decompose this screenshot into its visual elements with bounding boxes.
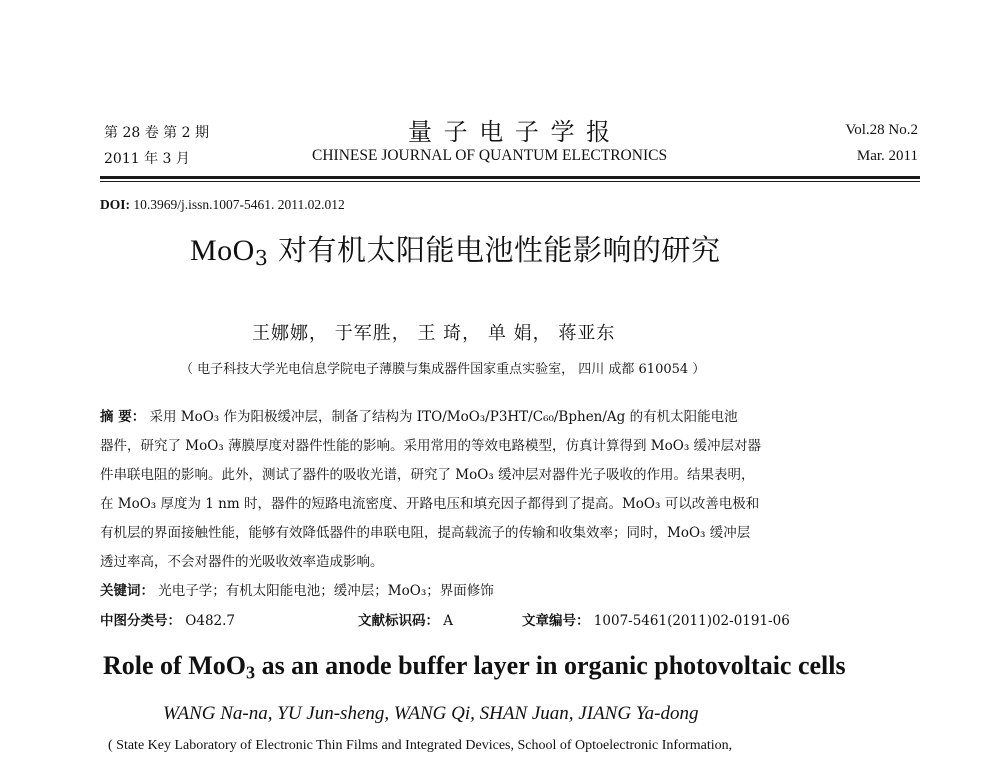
- affiliation-zh: （ 电子科技大学光电信息学院电子薄膜与集成器件国家重点实验室， 四川 成都 610054 ）: [180, 362, 706, 377]
- abstract-line-6: 透过率高，不会对器件的光吸收效率造成影响。: [100, 554, 384, 570]
- journal-title-en: CHINESE JOURNAL OF QUANTUM ELECTRONICS: [312, 147, 668, 164]
- article-no-label: 文章编号：: [522, 613, 590, 629]
- doi-value: 10.3969/j.issn.1007-5461. 2011.02.012: [133, 197, 345, 212]
- abstract-line-3: 件串联电阻的影响。此外，测试了器件的吸收光谱，研究了 MoO₃ 缓冲层对器件光子吸收的作用。结果表明，: [100, 467, 755, 483]
- doc-code-label: 文献标识码：: [358, 613, 439, 629]
- doi-label: DOI:: [100, 197, 130, 212]
- title-zh-formula: MoO: [190, 234, 255, 267]
- paper-title-zh: [190, 228, 720, 269]
- paper-title-en: [103, 651, 846, 681]
- volume-issue-en: Vol.28 No.2: [845, 122, 918, 138]
- title-en-before: Role of MoO: [103, 651, 246, 680]
- classification-line: [100, 609, 235, 629]
- title-en-after: as an anode buffer layer in organic photovoltaic cells: [255, 651, 846, 680]
- authors-en: WANG Na-na, YU Jun-sheng, WANG Qi, SHAN Juan, JIANG Ya-dong: [163, 703, 699, 724]
- authors-zh: 王娜娜， 于军胜， 王 琦， 单 娟， 蒋亚东: [252, 323, 616, 344]
- doi-line: [100, 197, 345, 213]
- abstract-label: 摘 要：: [100, 409, 146, 425]
- abstract-line-2: 器件，研究了 MoO₃ 薄膜厚度对器件性能的影响。采用常用的等效电路模型，仿真计算得到 MoO₃ 缓冲层对器: [100, 438, 762, 454]
- date-en: Mar. 2011: [856, 148, 918, 164]
- abstract-line-1: [100, 405, 738, 425]
- volume-issue-zh: 第 28 卷 第 2 期: [104, 125, 209, 141]
- clc-label: 中图分类号：: [100, 613, 181, 629]
- title-zh-rest: 对有机太阳能电池性能影响的研究: [268, 233, 721, 267]
- affiliation-en: ( State Key Laboratory of Electronic Thin Films and Integrated Devices, School of Optoelectronic Information,: [108, 738, 733, 753]
- article-number: [522, 609, 790, 629]
- keywords-label: 关键词：: [100, 583, 154, 599]
- header-rule-thin: [100, 181, 920, 182]
- date-zh: 2011 年 3 月: [104, 151, 190, 167]
- title-en-sub: 3: [245, 662, 256, 683]
- journal-title-zh: 量 子 电 子 学 报: [408, 118, 613, 146]
- title-zh-sub: 3: [254, 246, 269, 271]
- abstract-text: 采用 MoO₃ 作为阳极缓冲层，制备了结构为 ITO/MoO₃/P3HT/C₆₀/Bphen/Ag 的有机太阳能电池: [149, 409, 738, 425]
- abstract-line-4: 在 MoO₃ 厚度为 1 nm 时，器件的短路电流密度、开路电压和填充因子都得到了提高。MoO₃ 可以改善电极和: [100, 496, 760, 512]
- article-no-value: 1007-5461(2011)02-0191-06: [593, 613, 790, 629]
- clc-value: O482.7: [185, 613, 236, 629]
- header-rule-thick: [100, 176, 920, 179]
- doc-code: [358, 609, 453, 629]
- keywords-line: [100, 579, 494, 599]
- doc-code-value: A: [443, 613, 454, 629]
- keywords-value: 光电子学；有机太阳能电池；缓冲层；MoO₃；界面修饰: [158, 583, 494, 599]
- abstract-line-5: 有机层的界面接触性能，能够有效降低器件的串联电阻，提高载流子的传输和收集效率；同时，MoO₃ 缓冲层: [100, 525, 751, 541]
